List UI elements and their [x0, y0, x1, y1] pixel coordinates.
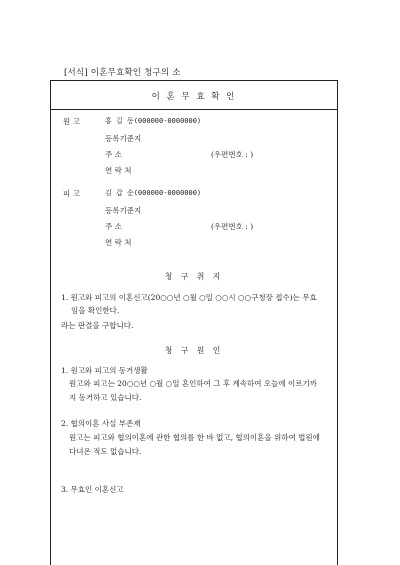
- cause-section1-line1: 원고와 피고는 20○○년 ○월 ○일 혼인하여 그 후 계속하여 오늘에 이르기까: [69, 379, 317, 388]
- cause-section2-line1: 원고는 피고와 협의이혼에 관한 협의를 한 바 없고, 협의이혼을 위하여 법원에: [69, 433, 320, 442]
- defendant-registry: 등록기준지: [105, 206, 142, 215]
- title-divider: [51, 109, 337, 110]
- cause-section1-title: 1. 원고와 피고의 동거생활: [61, 366, 148, 375]
- cause-section2-line2: 다녀온 적도 없습니다.: [69, 447, 142, 456]
- plaintiff-name: 홍 길 동(000000-0000000): [105, 117, 202, 125]
- document-title: 이 혼 무 효 확 인: [151, 92, 237, 102]
- plaintiff-registry: 등록기준지: [105, 134, 142, 143]
- document-frame: [50, 80, 338, 565]
- cause-section3-title: 3. 무효인 이혼신고: [61, 485, 124, 494]
- claim-purpose-heading: 청 구 취 지: [164, 272, 224, 281]
- form-label: [서식] 이혼무효확인 청구의 소: [64, 68, 181, 78]
- defendant-postal-code: (우편번호 : ): [211, 222, 254, 231]
- defendant-role: 피 고: [63, 189, 80, 198]
- cause-section2-title: 2. 협의이혼 사실 부존재: [61, 419, 141, 428]
- defendant-address-label: 주 소: [105, 222, 122, 231]
- claim-purpose-line2: 라는 판결을 구합니다.: [61, 321, 134, 330]
- plaintiff-address-label: 주 소: [105, 150, 122, 159]
- defendant-name: 김 갑 순(000000-0000000): [105, 189, 202, 197]
- claim-purpose-item1-line1: 1. 원고와 피고의 이혼신고(20○○년 ○월 ○일 ○○시 ○○구청장 접수)는 무효: [61, 293, 317, 302]
- plaintiff-role: 원 고: [63, 117, 80, 126]
- plaintiff-postal-code: (우편번호 : ): [211, 150, 254, 159]
- plaintiff-contact: 연 락 처: [105, 166, 132, 175]
- claim-cause-heading: 청 구 원 인: [164, 346, 224, 355]
- defendant-contact: 연 락 처: [105, 238, 132, 247]
- claim-purpose-item1-line2: 임을 확인한다.: [71, 306, 120, 315]
- cause-section1-line2: 지 동거하고 있습니다.: [69, 393, 142, 402]
